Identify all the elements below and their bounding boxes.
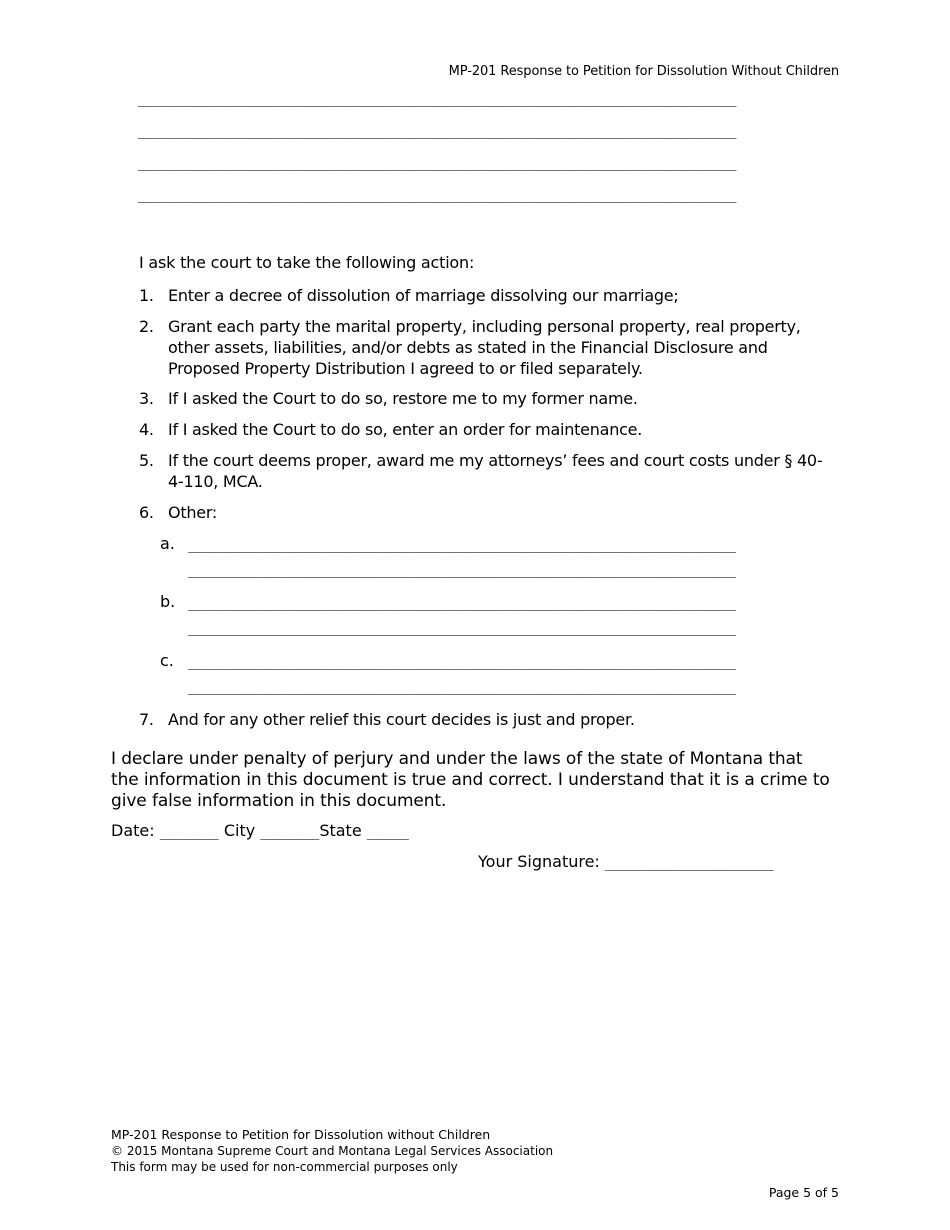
blank-line[interactable]: _______________________________________________________________________ [138, 91, 737, 107]
other-blank-line[interactable]: _________________________________________________________________ [188, 654, 736, 670]
signature-line [478, 852, 774, 871]
request-number: 6. [139, 503, 154, 522]
requests-intro: I ask the court to take the following action: [139, 253, 475, 272]
request-number: 3. [139, 389, 154, 408]
city-label: City [223, 821, 256, 840]
signature-label: Your Signature: [478, 852, 600, 871]
footer-form-title: MP-201 Response to Petition for Dissolution without Children [111, 1127, 491, 1142]
city-blank[interactable]: _______ [260, 824, 320, 840]
other-letter: c. [160, 651, 174, 670]
footer-usage: This form may be used for non-commercial purposes only [111, 1160, 458, 1174]
request-text: Enter a decree of dissolution of marriage dissolving our marriage; [168, 286, 679, 305]
request-text: If I asked the Court to do so, enter an order for maintenance. [168, 420, 643, 439]
other-blank-line[interactable]: _________________________________________________________________ [188, 537, 736, 553]
request-text: And for any other relief this court decides is just and proper. [168, 710, 635, 729]
other-blank-line[interactable]: _________________________________________________________________ [188, 562, 736, 578]
other-blank-line[interactable]: _________________________________________________________________ [188, 620, 736, 636]
request-text: Other: [168, 503, 218, 522]
blank-line[interactable]: _______________________________________________________________________ [138, 187, 737, 203]
blank-line[interactable]: _______________________________________________________________________ [138, 123, 737, 139]
request-text: If I asked the Court to do so, restore me to my former name. [168, 389, 638, 408]
page-number: Page 5 of 5 [768, 1185, 839, 1200]
date-blank[interactable]: _______ [159, 824, 219, 840]
request-number: 2. [139, 317, 154, 336]
request-number: 4. [139, 420, 154, 439]
footer-copyright: © 2015 Montana Supreme Court and Montana Legal Services Association [111, 1144, 554, 1158]
request-number: 5. [139, 451, 154, 470]
state-blank[interactable]: _____ [366, 824, 409, 840]
blank-line[interactable]: _______________________________________________________________________ [138, 155, 737, 171]
perjury-declaration: I declare under penalty of perjury and under the laws of the state of Montana that the information in this document is true and correct. I understand that it is a crime to give false information in this document. [111, 749, 830, 811]
date-city-state-line [111, 821, 409, 840]
date-label: Date: [111, 821, 155, 840]
other-letter: b. [160, 592, 176, 611]
request-number: 7. [139, 710, 154, 729]
request-text: Grant each party the marital property, including personal property, real property, other assets, liabilities, and/or debts as stated in the Financial Disclosure and Proposed Property Distribution I agreed to or filed separately. [168, 317, 801, 378]
header-form-title: MP-201 Response to Petition for Dissolution Without Children [448, 64, 839, 79]
other-letter: a. [160, 534, 175, 553]
request-text: If the court deems proper, award me my attorneys’ fees and court costs under § 40-4-110, MCA. [168, 451, 823, 491]
other-blank-line[interactable]: _________________________________________________________________ [188, 595, 736, 611]
state-label: State [319, 821, 362, 840]
signature-blank[interactable]: ____________________ [604, 855, 774, 871]
request-number: 1. [139, 286, 154, 305]
other-blank-line[interactable]: _________________________________________________________________ [188, 679, 736, 695]
